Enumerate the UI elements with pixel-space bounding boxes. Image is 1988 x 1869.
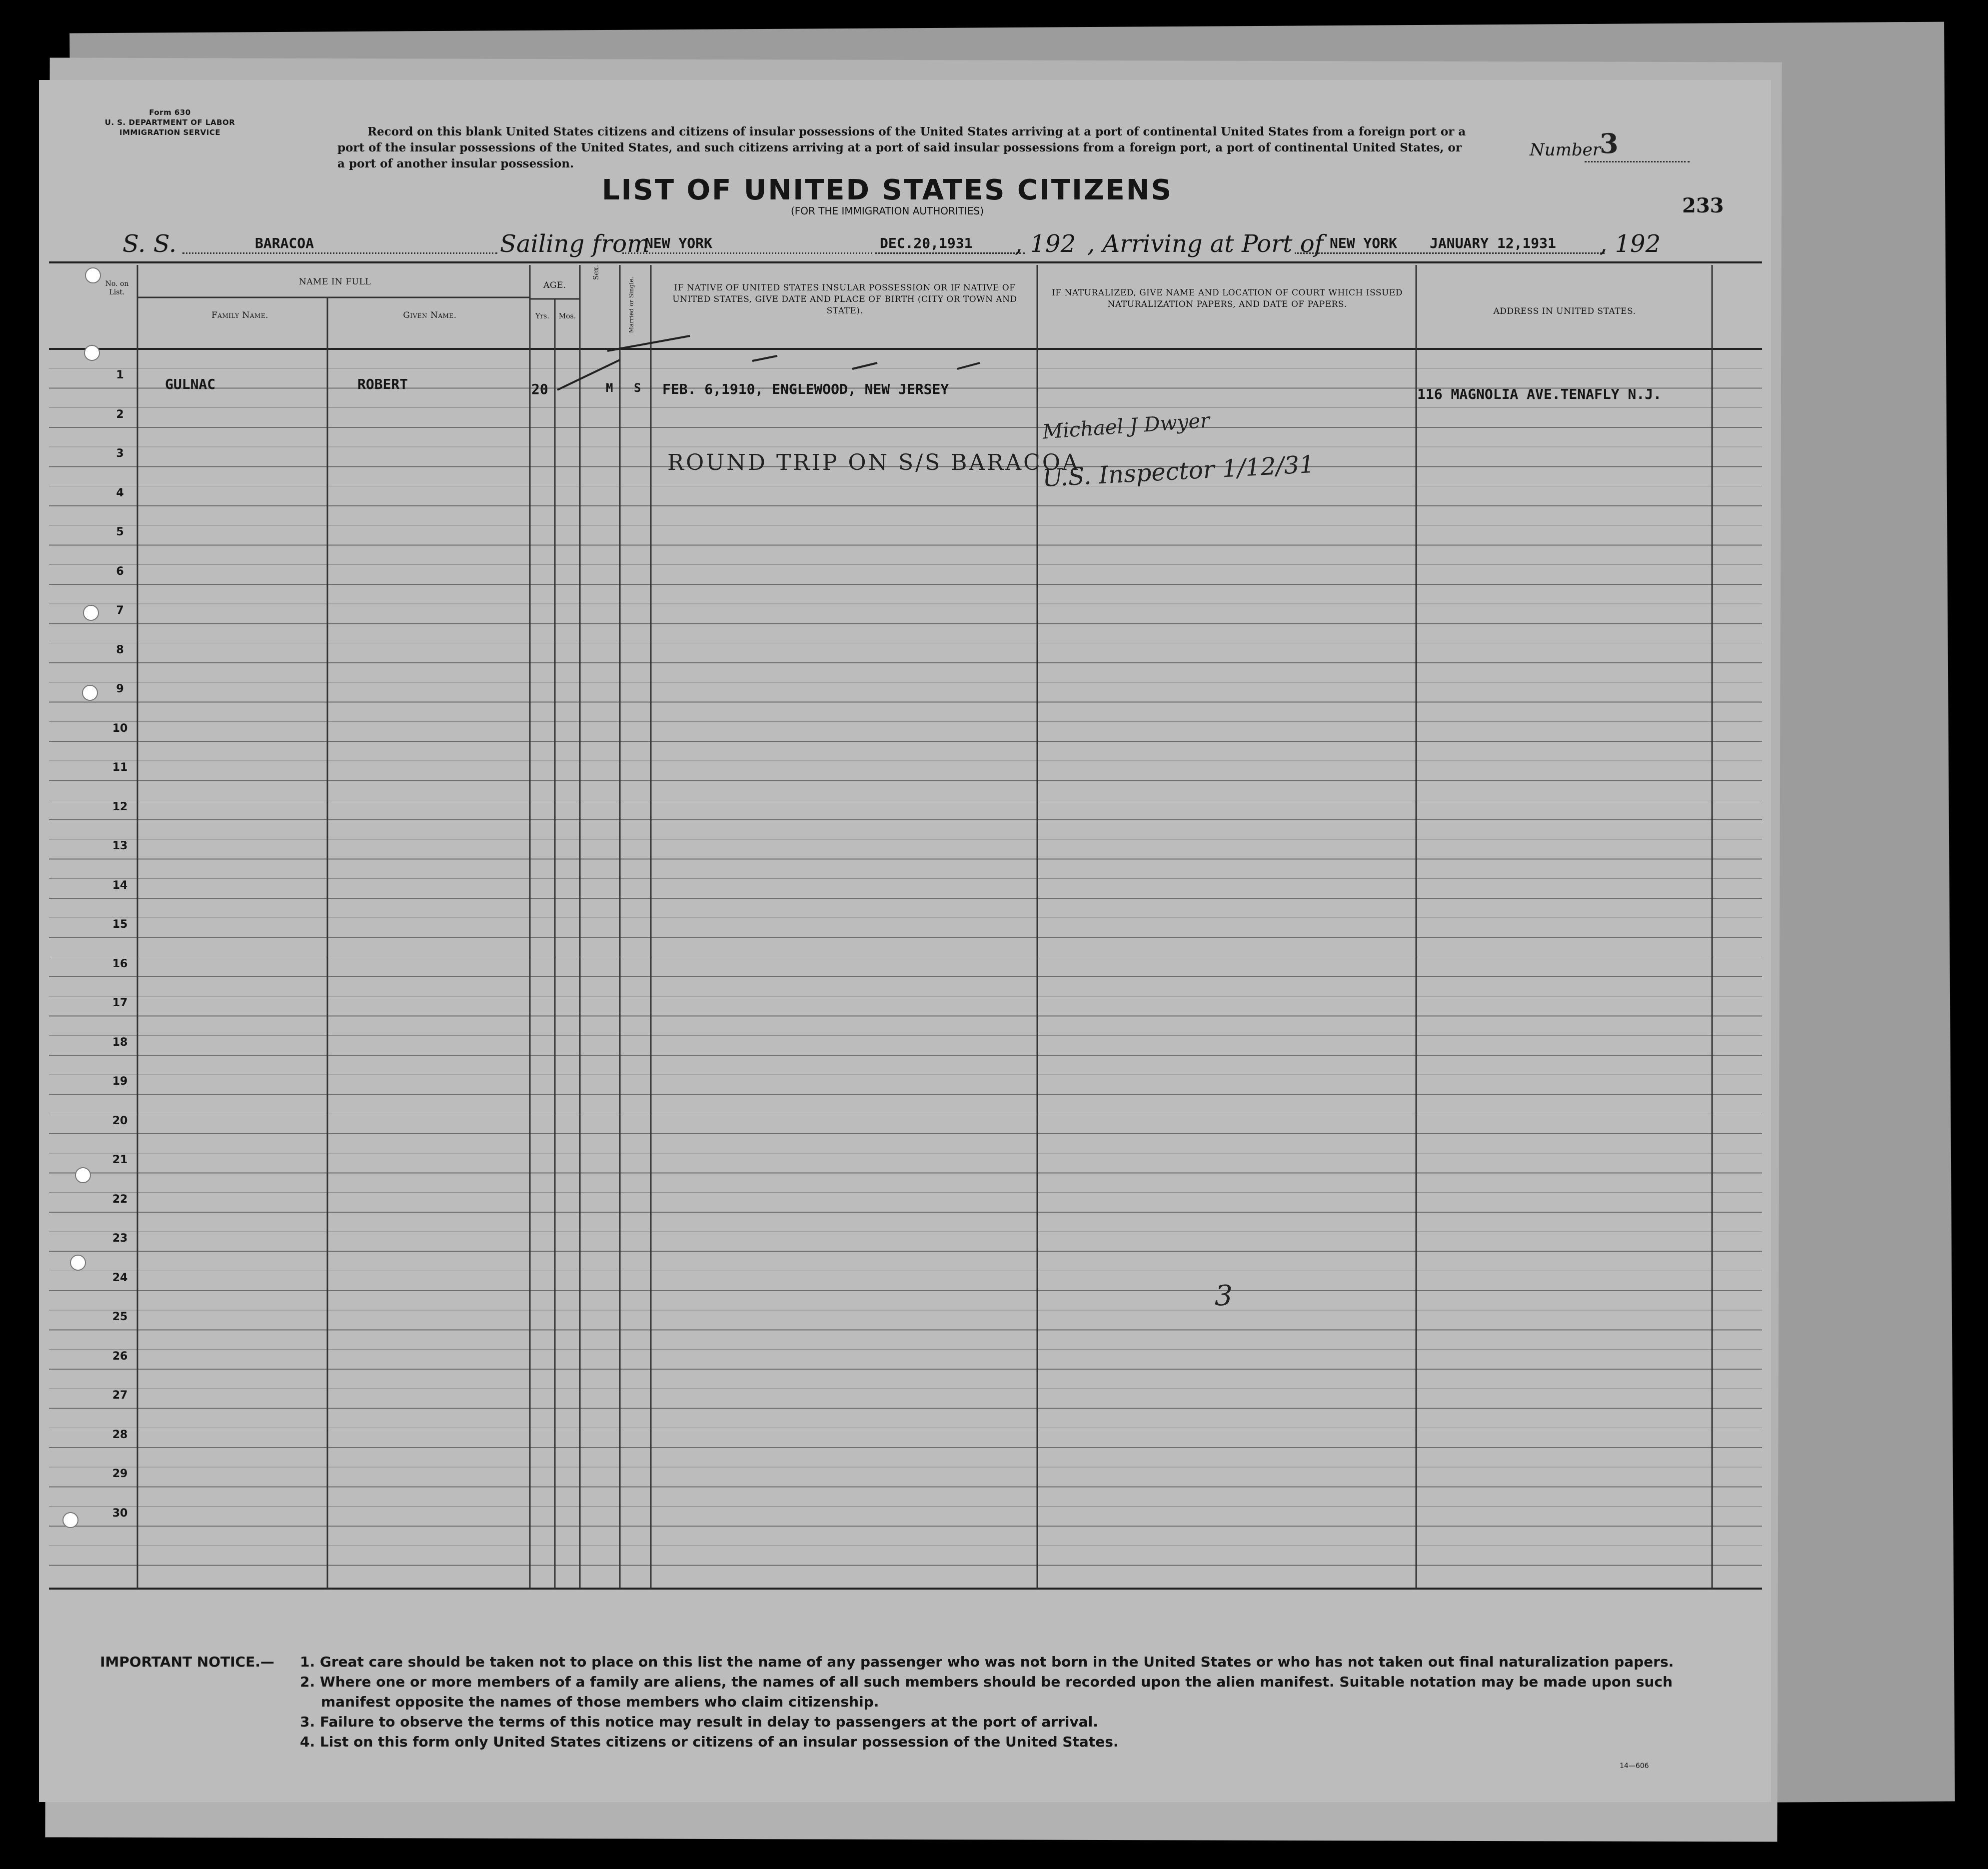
row-number: 30 — [112, 1507, 128, 1520]
punch-hole — [70, 1255, 86, 1271]
notice-item-2: 2. Where one or more members of a family are aliens, the names of all such members should be recorded upon the alien manifest. Suitable notation may be made upon such — [300, 1674, 1673, 1690]
col-mos-header: Mos. — [558, 312, 576, 320]
col-no-header: No. on List. — [105, 280, 129, 296]
col-sex-header: Sex. — [592, 264, 600, 280]
inspector-title: U.S. Inspector 1/12/31 — [1041, 450, 1316, 493]
col-name-header: NAME IN FULL — [298, 277, 371, 287]
inspector-signature: Michael J Dwyer — [1041, 409, 1211, 444]
row-number: 6 — [116, 565, 124, 578]
arriving-label: , Arriving at Port of — [1087, 230, 1324, 258]
punch-hole — [62, 1512, 78, 1528]
row-number: 11 — [112, 761, 128, 774]
punch-hole — [84, 345, 100, 361]
form-number: Form 630 — [149, 108, 191, 117]
row-number: 28 — [112, 1428, 128, 1441]
row-number: 29 — [112, 1468, 128, 1480]
department: U. S. DEPARTMENT OF LABOR — [104, 118, 235, 127]
passenger-married: S — [634, 381, 641, 395]
footer-code: 14—606 — [1620, 1762, 1649, 1770]
arrival-date: JANUARY 12,1931 — [1430, 235, 1556, 251]
col-address-header: ADDRESS IN UNITED STATES. — [1493, 306, 1636, 316]
ss-label: S. S. — [122, 230, 177, 258]
ship-name: BARACOA — [255, 235, 314, 251]
col-naturalized-header: IF NATURALIZED, GIVE NAME AND LOCATION OF COURT WHICH ISSUED NATURALIZATION PAPERS, AND DATE OF PAPERS. — [1052, 288, 1403, 309]
sailing-port: NEW YORK — [645, 235, 712, 251]
record-instruction: Record on this blank United States citizens and citizens of insular possessions of the United States arriving at a port of continental United States from a foreign port or a port of the insular possessions of the United States, and such citizens arriving at a port of said insular possessions from a foreign port, a port of continental United States, or a port of another insular possession. — [337, 125, 1466, 170]
passenger-birth: FEB. 6,1910, ENGLEWOOD, NEW JERSEY — [662, 381, 949, 397]
important-notice-heading: IMPORTANT NOTICE.— — [100, 1654, 274, 1670]
col-married-header: Married or Single. — [628, 276, 635, 333]
row-number: 23 — [112, 1232, 128, 1245]
sailing-date: DEC.20,1931 — [880, 235, 973, 251]
row-number: 3 — [116, 447, 124, 460]
row-number: 24 — [112, 1271, 128, 1284]
year-suffix-1: , 192 — [1015, 230, 1076, 258]
col-native-header: IF NATIVE OF UNITED STATES INSULAR POSSESSION OR IF NATIVE OF UNITED STATES, GIVE DATE AND PLACE OF BIRTH (CITY OR TOWN AND STATE). — [672, 283, 1017, 316]
row-number: 20 — [112, 1114, 128, 1127]
row-number: 8 — [116, 643, 124, 656]
punch-hole — [75, 1167, 91, 1183]
row-number: 13 — [112, 840, 128, 852]
row-number: 21 — [112, 1154, 128, 1166]
punch-hole — [83, 605, 99, 621]
sailing-label: Sailing from — [500, 230, 650, 258]
col-age-header: AGE. — [543, 280, 566, 290]
notice-item-4: 4. List on this form only United States citizens or citizens of an insular possession of the United States. — [300, 1734, 1119, 1750]
col-family-header: Family Name. — [211, 310, 268, 320]
passenger-age: 20 — [531, 381, 548, 397]
margin-mark: 3 — [1215, 1280, 1233, 1312]
important-notice — [300, 1652, 1690, 1752]
service: IMMIGRATION SERVICE — [119, 128, 221, 137]
row-number: 18 — [112, 1036, 128, 1049]
col-given-header: Given Name. — [403, 310, 457, 320]
row-number: 22 — [112, 1193, 128, 1206]
punch-hole — [85, 267, 101, 283]
number-label: Number — [1530, 140, 1601, 160]
row-number: 15 — [112, 918, 128, 931]
number-value: 3 — [1600, 127, 1619, 159]
round-trip-note: ROUND TRIP ON S/S BARACOA — [667, 450, 1080, 475]
row-number: 27 — [112, 1389, 128, 1402]
year-suffix-2: , 192 — [1600, 230, 1661, 258]
row-number: 5 — [116, 526, 124, 538]
passenger-address: 116 MAGNOLIA AVE.TENAFLY N.J. — [1417, 386, 1662, 402]
page-stamp: 233 — [1682, 194, 1724, 217]
page-title: LIST OF UNITED STATES CITIZENS — [602, 174, 1173, 206]
row-number: 9 — [116, 683, 124, 695]
row-number: 26 — [112, 1350, 128, 1363]
page-subtitle: (FOR THE IMMIGRATION AUTHORITIES) — [790, 205, 984, 217]
row-number: 19 — [112, 1075, 128, 1088]
row-number: 16 — [112, 957, 128, 970]
row-number: 2 — [116, 408, 124, 421]
row-number: 1 — [116, 369, 124, 381]
row-number: 25 — [112, 1311, 128, 1323]
passenger-given-name: ROBERT — [357, 376, 408, 392]
row-number: 7 — [116, 604, 124, 617]
arrival-port: NEW YORK — [1330, 235, 1397, 251]
passenger-sex: M — [606, 381, 613, 395]
punch-hole — [82, 685, 98, 701]
passenger-family-name: GULNAC — [165, 376, 216, 392]
col-yrs-header: Yrs. — [535, 312, 549, 320]
row-number: 14 — [112, 879, 128, 892]
notice-item-1: 1. Great care should be taken not to place on this list the name of any passenger who was not born in the United States or who has not taken out final naturalization papers. — [300, 1654, 1674, 1670]
row-number: 10 — [112, 722, 128, 735]
notice-item-2-cont: manifest opposite the names of those members who claim citizenship. — [321, 1694, 879, 1710]
row-number: 12 — [112, 800, 128, 813]
row-number: 17 — [112, 997, 128, 1009]
row-number: 4 — [116, 486, 124, 499]
notice-item-3: 3. Failure to observe the terms of this notice may result in delay to passengers at the port of arrival. — [300, 1714, 1098, 1730]
